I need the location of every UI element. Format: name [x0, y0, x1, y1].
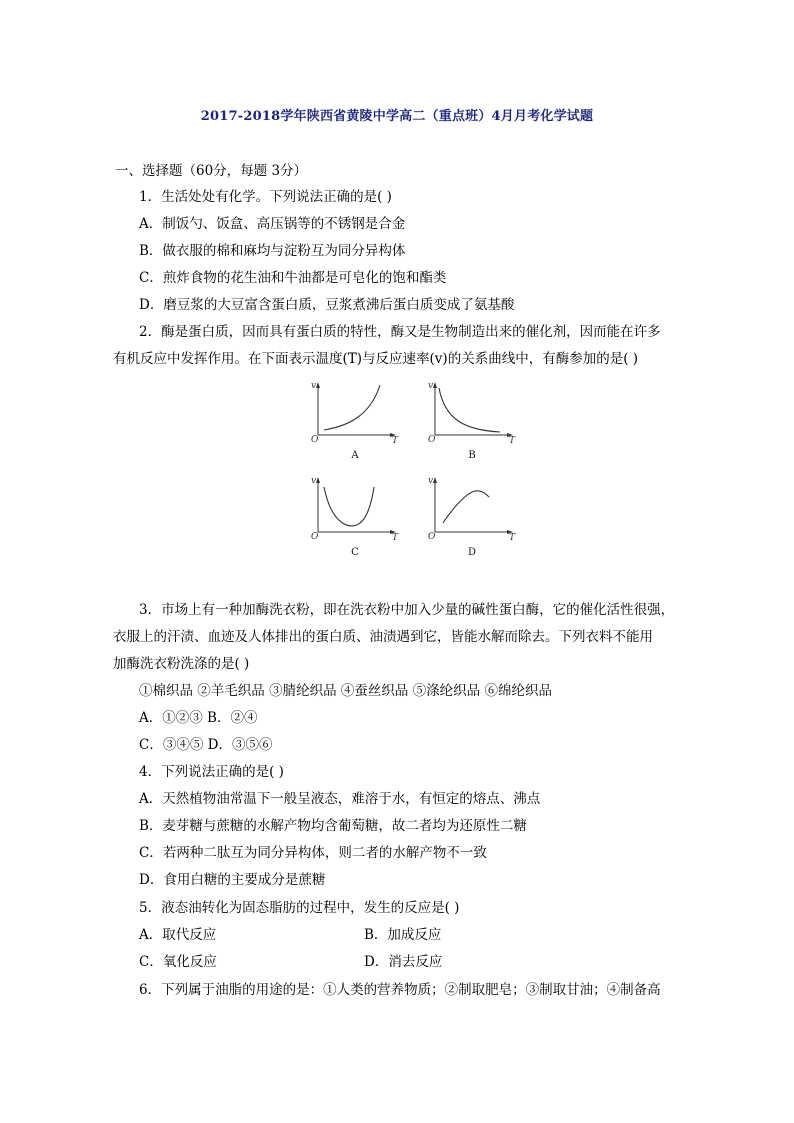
q3-stem-line2: 衣服上的汗渍、血迹及人体排出的蛋白质、油渍遇到它，皆能水解而除去。下列衣料不能用 — [113, 629, 653, 645]
q4-option-b: B．麦芽糖与蔗糖的水解产物均含葡萄糖，故二者均为还原性二糖 — [139, 818, 527, 834]
graph-d — [425, 475, 515, 561]
graph-a-y-label: v — [311, 381, 317, 391]
graph-d-y-label: v — [428, 476, 434, 486]
q5-option-a: A．取代反应 — [139, 927, 217, 943]
q4-option-c: C．若两种二肽互为同分异构体，则二者的水解产物不一致 — [139, 845, 487, 861]
q4-option-d: D．食用白糖的主要成分是蔗糖 — [139, 872, 326, 888]
q3-items: ①棉织品 ②羊毛织品 ③腈纶织品 ④蚕丝织品 ⑤涤纶织品 ⑥绵纶织品 — [139, 683, 552, 699]
q5-option-d: D．消去反应 — [364, 954, 443, 970]
graph-d-x-label: T — [509, 533, 516, 543]
graph-a-curve — [324, 385, 380, 430]
graph-c — [308, 475, 398, 561]
section-heading: 一、选择题（60分，每题 3分） — [115, 163, 308, 179]
q1-option-a: A．制饭勺、饭盒、高压锅等的不锈钢是合金 — [139, 216, 406, 232]
graph-c-curve — [324, 487, 374, 526]
graph-c-origin: O — [311, 532, 319, 542]
graph-b — [425, 380, 515, 464]
q5-option-c: C．氧化反应 — [139, 954, 217, 970]
graph-c-caption: C — [351, 547, 359, 558]
q3-stem-line3: 加酶洗衣粉洗涤的是( ) — [113, 656, 250, 672]
graph-a-x-label: T — [392, 436, 399, 446]
q4-option-a: A．天然植物油常温下一般呈液态，难溶于水，有恒定的熔点、沸点 — [139, 791, 541, 807]
graph-a-origin: O — [311, 435, 319, 445]
page-title: 2017-2018学年陕西省黄陵中学高二（重点班）4月月考化学试题 — [200, 109, 594, 124]
graph-a-caption: A — [351, 450, 359, 461]
graph-b-origin: O — [428, 435, 436, 445]
graph-d-curve — [443, 491, 489, 523]
graph-a — [308, 380, 398, 464]
q3-options-row2: C．③④⑤ D．③⑤⑥ — [139, 737, 273, 753]
q5-stem: 5．液态油转化为固态脂肪的过程中，发生的反应是( ) — [139, 900, 460, 916]
q6-stem: 6．下列属于油脂的用途的是：①人类的营养物质；②制取肥皂；③制取甘油；④制备高 — [139, 982, 661, 998]
q4-stem: 4．下列说法正确的是( ) — [139, 764, 284, 780]
q1-stem: 1．生活处处有化学。下列说法正确的是( ) — [139, 189, 392, 205]
graph-d-origin: O — [428, 532, 436, 542]
graph-b-caption: B — [468, 450, 476, 461]
q1-option-c: C．煎炸食物的花生油和牛油都是可皂化的饱和酯类 — [139, 270, 447, 286]
q2-stem-line2: 有机反应中发挥作用。在下面表示温度(T)与反应速率(v)的关系曲线中，有酶参加的是( ) — [113, 351, 639, 367]
q1-option-b: B．做衣服的棉和麻均与淀粉互为同分异构体 — [139, 243, 406, 259]
q3-stem-line1: 3．市场上有一种加酶洗衣粉，即在洗衣粉中加入少量的碱性蛋白酶，它的催化活性很强， — [139, 602, 675, 618]
graph-d-caption: D — [467, 547, 477, 558]
q5-option-b: B．加成反应 — [364, 927, 442, 943]
q1-option-d: D．磨豆浆的大豆富含蛋白质，豆浆煮沸后蛋白质变成了氨基酸 — [139, 297, 515, 313]
graph-c-x-label: T — [392, 533, 399, 543]
graph-c-y-label: v — [311, 476, 317, 486]
graph-b-x-label: T — [509, 436, 516, 446]
graph-b-curve — [439, 388, 500, 432]
q3-options-row1: A．①②③ B．②④ — [139, 710, 258, 726]
graph-b-y-label: v — [428, 381, 434, 391]
q2-stem-line1: 2．酶是蛋白质，因而具有蛋白质的特性，酶又是生物制造出来的催化剂，因而能在许多 — [139, 324, 661, 340]
